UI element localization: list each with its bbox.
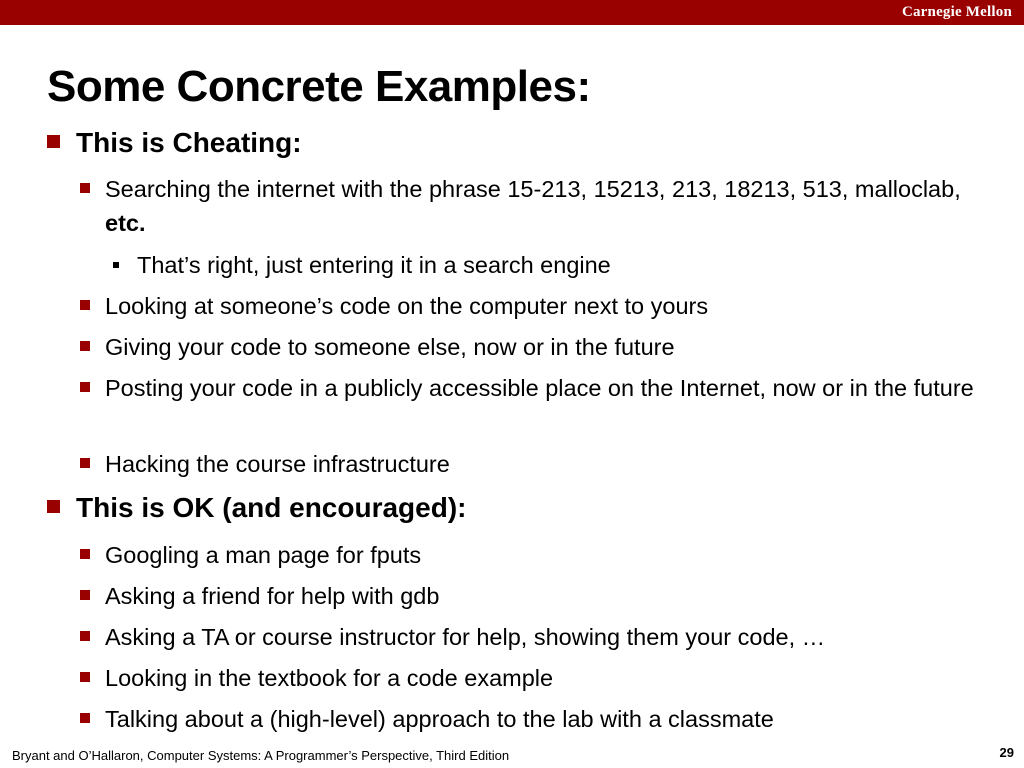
square-bullet-icon	[47, 135, 60, 148]
footer-citation: Bryant and O’Hallaron, Computer Systems: A Programmer’s Perspective, Third Edition	[12, 748, 510, 763]
list-item-text: Asking a TA or course instructor for help, showing them your code, …	[105, 624, 826, 650]
square-bullet-icon	[80, 341, 90, 351]
list-item	[80, 538, 980, 572]
header-bar	[0, 0, 1024, 25]
square-bullet-icon	[80, 713, 90, 723]
square-bullet-icon	[80, 300, 90, 310]
square-bullet-icon	[80, 458, 90, 468]
square-bullet-icon	[80, 183, 90, 193]
section-heading-ok	[47, 493, 466, 524]
sub-list-item-text: That’s right, just entering it in a search engine	[137, 252, 611, 278]
list-item	[80, 172, 980, 240]
square-bullet-icon	[80, 672, 90, 682]
list-item	[80, 289, 980, 323]
list-item-emphasis: etc.	[105, 210, 146, 236]
square-bullet-icon	[80, 549, 90, 559]
list-item-text: Talking about a (high-level) approach to the lab with a classmate	[105, 706, 774, 732]
list-item-text: Looking in the textbook for a code example	[105, 665, 554, 691]
square-bullet-icon	[80, 631, 90, 641]
list-item	[80, 330, 980, 364]
list-item	[80, 371, 980, 405]
section-heading-label: This is Cheating:	[76, 127, 302, 158]
square-bullet-icon	[80, 590, 90, 600]
list-item-text: Asking a friend for help with gdb	[105, 583, 440, 609]
section-heading-cheating	[47, 128, 302, 159]
list-item-text: Posting your code in a publicly accessible place on the Internet, now or in the future	[105, 375, 974, 401]
small-square-bullet-icon	[113, 262, 119, 268]
slide-title: Some Concrete Examples:	[47, 62, 591, 111]
brand-label: Carnegie Mellon	[901, 4, 1012, 20]
list-item-text: Looking at someone’s code on the computer next to yours	[105, 293, 709, 319]
square-bullet-icon	[80, 382, 90, 392]
list-item	[80, 579, 980, 613]
list-item	[80, 661, 980, 695]
sub-list-item	[113, 248, 611, 282]
list-item-text: Googling a man page for fputs	[105, 542, 422, 568]
list-item	[80, 702, 980, 736]
square-bullet-icon	[47, 500, 60, 513]
list-item-text: Hacking the course infrastructure	[105, 451, 450, 477]
list-item-text: Giving your code to someone else, now or in the future	[105, 334, 675, 360]
list-item	[80, 620, 980, 654]
list-item	[80, 447, 980, 481]
section-heading-label: This is OK (and encouraged):	[76, 492, 467, 523]
list-item-text: Searching the internet with the phrase 15-213, 15213, 213, 18213, 513, malloclab,	[105, 176, 961, 202]
page-number: 29	[999, 745, 1014, 760]
